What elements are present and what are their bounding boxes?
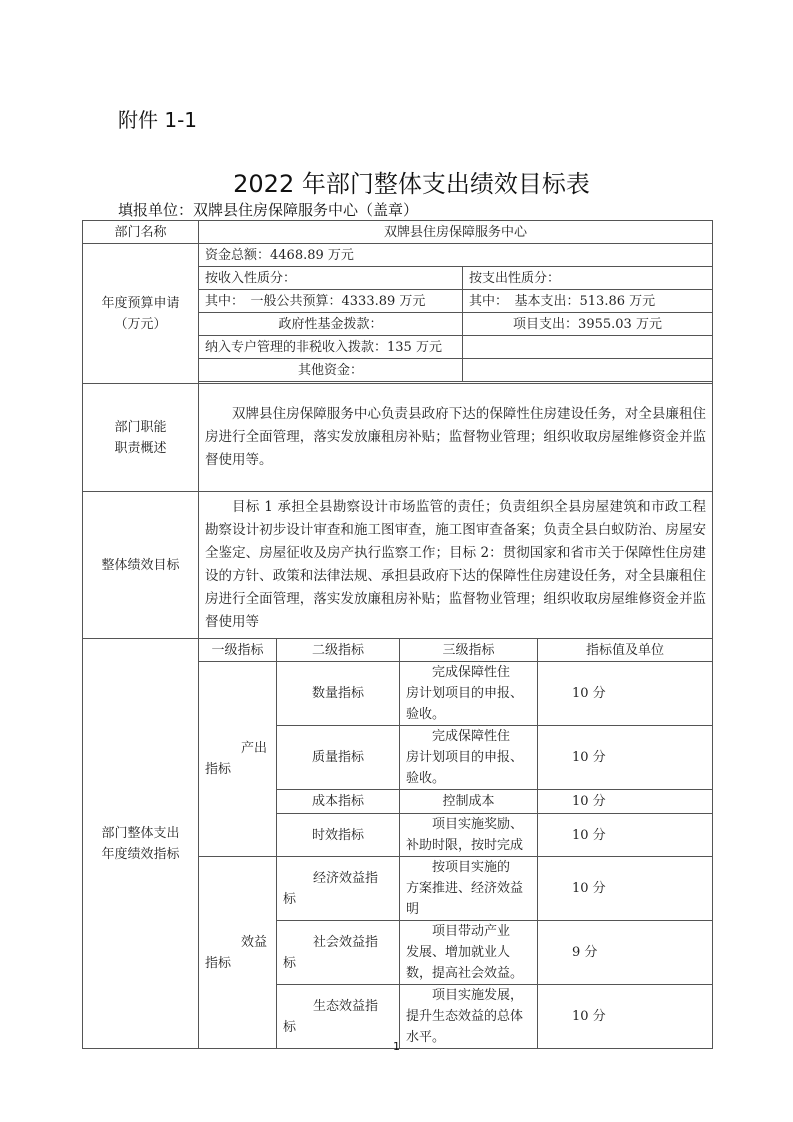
goal-row	[83, 492, 713, 639]
duty-row	[83, 384, 713, 492]
goal-label: 整体绩效目标	[83, 492, 199, 639]
level3-text-a: 项目带动产业	[432, 924, 511, 939]
income-general: 其中： 一般公共预算：4333.89 万元	[199, 290, 463, 313]
level2-cell	[277, 857, 400, 921]
document-title: 2022 年部门整体支出绩效目标表	[233, 170, 590, 198]
level3-text-a: 按项目实施的	[432, 860, 511, 875]
duty-label-line1: 部门职能	[114, 419, 167, 435]
level2-cell: 质量指标	[277, 726, 400, 790]
level1-text-b: 指标	[205, 762, 232, 777]
level2-text-a: 社会效益指	[313, 934, 379, 950]
level3-cell	[400, 985, 538, 1049]
goal-text: 目标 1 承担全县勘察设计市场监管的责任；负责组织全县房屋建筑和市政工程勘察设计初步设计审查和施工图审查，施工图审查备案；负责全县白蚁防治、房屋安全鉴定、房屋征收及房产执行监察工作；目标 2：贯彻国家和省市关于保障性住房建设的方针、政策和法律法规、承担县政府下达的保障性住房建设任务，对全县廉租住房进行全面管理，落实发放廉租房补贴；监督物业管理；组织收取房屋维修资金并监督使用等	[199, 492, 713, 639]
budget-row	[83, 244, 713, 267]
level2-cell: 时效指标	[277, 814, 400, 857]
level3-text-b: 房计划项目的申报、验收。	[406, 750, 524, 786]
indicators-label-line1: 部门整体支出	[101, 825, 180, 841]
income-other: 其他资金：	[199, 359, 463, 382]
level3-cell	[400, 726, 538, 790]
attachment-label: 附件 1-1	[118, 108, 198, 132]
filling-unit: 填报单位：双牌县住房保障服务中心（盖章）	[118, 201, 419, 219]
level2-cell: 数量指标	[277, 662, 400, 726]
level2-cell	[277, 985, 400, 1049]
budget-label-line1: 年度预算申请	[101, 295, 180, 311]
income-gov-fund: 政府性基金拨款：	[199, 313, 463, 336]
level1-benefit	[199, 857, 277, 1049]
level2-text-b: 标	[283, 891, 297, 907]
value-cell: 9 分	[538, 921, 713, 985]
level3-cell: 控制成本	[400, 790, 538, 814]
level3-text-a: 项目实施奖励、	[432, 817, 524, 832]
level3-cell	[400, 857, 538, 921]
empty-cell	[463, 359, 713, 382]
by-income-label: 按收入性质分：	[199, 267, 463, 290]
level2-text-b: 标	[283, 1019, 297, 1035]
empty-cell	[463, 336, 713, 359]
level1-text-a: 效益	[241, 934, 268, 950]
level3-text-b: 补助时限，按时完成	[406, 838, 524, 853]
by-expense-label: 按支出性质分：	[463, 267, 713, 290]
duty-label	[83, 384, 199, 492]
duty-text: 双牌县住房保障服务中心负责县政府下达的保障性住房建设任务，对全县廉租住房进行全面管理，落实发放廉租房补贴；监督物业管理；组织收取房屋维修资金并监督使用等。	[199, 384, 713, 492]
level1-output	[199, 662, 277, 857]
performance-target-table	[82, 220, 713, 1049]
level3-text-b: 提升生态效益的总体水平。	[406, 1009, 524, 1045]
duty-label-line2: 职责概述	[114, 440, 167, 456]
level3-text-a: 项目实施发展，	[432, 988, 524, 1003]
level2-text-a: 经济效益指	[313, 870, 379, 886]
level3-cell	[400, 662, 538, 726]
value-cell: 10 分	[538, 726, 713, 790]
level3-text-b: 发展、增加就业人数，提高社会效益。	[406, 945, 524, 981]
dept-label: 部门名称	[83, 221, 199, 244]
budget-total: 资金总额：4468.89 万元	[199, 244, 713, 267]
header-level1: 一级指标	[199, 639, 277, 662]
header-level2: 二级指标	[277, 639, 400, 662]
value-cell: 10 分	[538, 814, 713, 857]
expense-project: 项目支出：3955.03 万元	[463, 313, 713, 336]
level2-cell: 成本指标	[277, 790, 400, 814]
level3-text-a: 完成保障性住	[432, 665, 511, 680]
header-level3: 三级指标	[400, 639, 538, 662]
level3-text-b: 房计划项目的申报、验收。	[406, 686, 524, 722]
page-number: 1	[393, 1040, 400, 1053]
level3-cell	[400, 921, 538, 985]
level1-text-a: 产出	[241, 741, 268, 756]
level2-text-a: 生态效益指	[313, 998, 379, 1014]
level3-cell	[400, 814, 538, 857]
expense-basic: 其中： 基本支出：513.86 万元	[463, 290, 713, 313]
budget-label	[83, 244, 199, 384]
indicators-label	[83, 639, 199, 1049]
value-cell: 10 分	[538, 662, 713, 726]
value-cell: 10 分	[538, 857, 713, 921]
level3-text-b: 方案推进、经济效益明	[406, 881, 524, 917]
budget-label-line2: （万元）	[114, 316, 167, 332]
header-value: 指标值及单位	[538, 639, 713, 662]
value-cell: 10 分	[538, 790, 713, 814]
level2-text-b: 标	[283, 955, 297, 971]
value-cell: 10 分	[538, 985, 713, 1049]
income-nontax: 纳入专户管理的非税收入拨款：135 万元	[199, 336, 463, 359]
dept-value: 双牌县住房保障服务中心	[199, 221, 713, 244]
level2-cell	[277, 921, 400, 985]
dept-row	[83, 221, 713, 244]
level3-text-a: 完成保障性住	[432, 729, 511, 744]
indicators-label-line2: 年度绩效指标	[101, 846, 180, 862]
level1-text-b: 指标	[205, 955, 232, 971]
indicator-header-row	[83, 639, 713, 662]
